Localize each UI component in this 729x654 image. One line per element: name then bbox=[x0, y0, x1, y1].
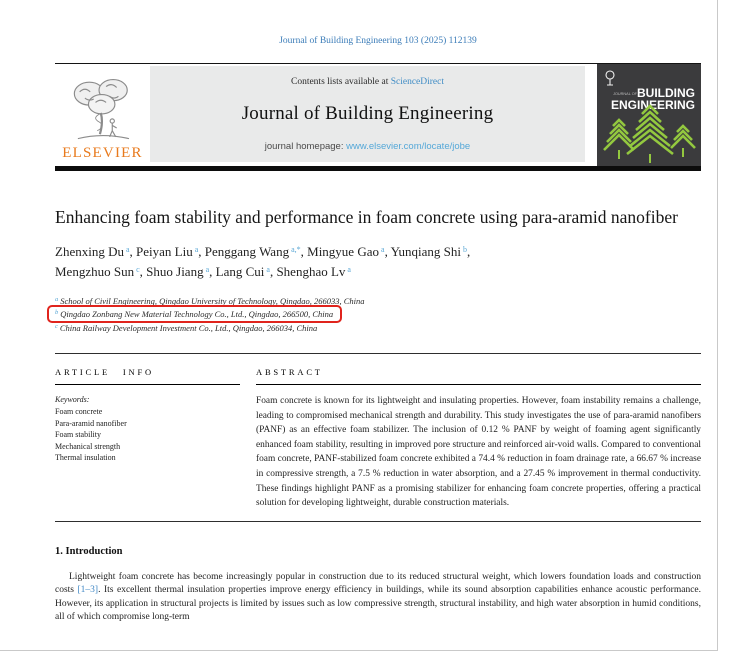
section-divider bbox=[55, 353, 701, 354]
journal-title: Journal of Building Engineering bbox=[241, 103, 494, 124]
author: Zhenxing Du $^a$, bbox=[55, 244, 137, 259]
page-edge-right bbox=[717, 0, 718, 651]
contents-prefix: Contents lists available at bbox=[290, 77, 391, 87]
author-affil-sup: c bbox=[136, 265, 140, 274]
keyword: Thermal insulation bbox=[55, 453, 116, 462]
author-line-1 bbox=[55, 241, 701, 261]
elsevier-tree-icon bbox=[62, 67, 144, 145]
paper-title: Enhancing foam stability and performance in foam concrete using para-aramid nanofiber bbox=[55, 207, 678, 227]
affil-sup: c bbox=[55, 323, 58, 330]
author: Shenghao Lv $^a$ bbox=[276, 264, 351, 279]
reference-link[interactable]: [1–3] bbox=[77, 585, 99, 596]
info-abstract-block bbox=[55, 367, 701, 511]
abstract-heading: ABSTRACT bbox=[256, 367, 323, 377]
affiliation-a: $^a$ School of Civil Engineering, Qingdao University of Technology, Qingdao, 266033, China bbox=[55, 296, 365, 306]
page-edge-bottom bbox=[0, 650, 718, 651]
author-affil-sup: a bbox=[194, 245, 199, 254]
cover-kicker: JOURNAL OF bbox=[613, 92, 637, 96]
journal-cover-thumbnail bbox=[597, 64, 701, 166]
author: Peiyan Liu $^a$, bbox=[136, 244, 205, 259]
homepage-link[interactable]: www.elsevier.com/locate/jobe bbox=[346, 141, 471, 152]
article-info-heading: ARTICLE INFO bbox=[55, 367, 154, 377]
intro-text: . Its excellent thermal insulation properties improve energy efficiency in buildings, while its sound absorption capabilities enhance acoustic performance. However, its application in structural projects is limited by issues such as low compressive strength, structural instability, and high water absorption in humid conditions, all of which compromise long-term bbox=[55, 585, 701, 622]
elsevier-logo bbox=[55, 64, 150, 166]
author-affil-sup: a,* bbox=[291, 245, 301, 254]
abstract-text: Foam concrete is known for its lightweight and insulating properties. However, foam instability remains a challenge, leading to compromised mechanical strength and durability. This study investigates the use of para-aramid nanofibers (PANF) as an effective foam stabilizer. The inclusion of 0.12 % PANF by weight of foaming agent significantly enhanced foam stability, resulting in improved pore structure and reinforced air-void walls. Compared to conventional foam concrete, PANF-stabilized foam concrete exhibited a 74.4 % reduction in foam drainage rate, a 66.67 % increase in compressive strength, a 7.5 % reduction in water absorption, and a 27.45 % improvement in thermal conductivity. These findings highlight PANF as a promising stabilizer for enhancing foam concrete properties, offering a practical solution for developing lightweight, durable construction materials. bbox=[256, 396, 701, 509]
heading-rule bbox=[256, 384, 701, 385]
author-affil-sup: a bbox=[266, 265, 270, 274]
author-affil-sup: a bbox=[381, 245, 385, 254]
header-divider-bar bbox=[55, 166, 701, 171]
author: Lang Cui $^a$, bbox=[215, 264, 277, 279]
affiliation-list bbox=[55, 294, 701, 334]
elsevier-wordmark: ELSEVIER bbox=[62, 145, 143, 161]
cover-title-line2: ENGINEERING bbox=[610, 98, 695, 112]
author-list bbox=[55, 241, 701, 281]
page-content bbox=[55, 0, 701, 624]
homepage-prefix: journal homepage: bbox=[264, 141, 347, 152]
intro-text: Lightweight foam concrete has become increasingly popular in construction due to its reduced structural weight, which lowers foundation loads and construction costs bbox=[55, 571, 701, 596]
abstract-column bbox=[256, 367, 701, 511]
affil-sup: b bbox=[55, 309, 59, 316]
article-info-column bbox=[55, 367, 240, 511]
sciencedirect-link[interactable]: ScienceDirect bbox=[390, 77, 444, 87]
keyword: Para-aramid nanofiber bbox=[55, 418, 127, 428]
author: Mengzhuo Sun $^c$, bbox=[55, 264, 147, 279]
affiliation-c: $^c$ China Railway Development Investment Co., Ltd., Qingdao, 266034, China bbox=[55, 323, 318, 333]
author-affil-sup: b bbox=[463, 245, 468, 254]
author-line-2 bbox=[55, 261, 701, 281]
author: Yunqiang Shi $^b$, bbox=[390, 244, 471, 259]
author-affil-sup: a bbox=[205, 265, 210, 274]
author-affil-sup: a bbox=[347, 265, 351, 274]
author: Penggang Wang $^{a,*}$, bbox=[204, 244, 308, 259]
section-divider bbox=[55, 521, 701, 522]
contents-line bbox=[150, 77, 585, 87]
keyword: Foam concrete bbox=[55, 407, 103, 416]
author: Shuo Jiang $^a$, bbox=[146, 264, 216, 279]
homepage-line bbox=[150, 141, 585, 152]
journal-citation-link[interactable]: Journal of Building Engineering 103 (2025) 112139 bbox=[279, 36, 477, 46]
keyword: Foam stability bbox=[55, 430, 101, 439]
introduction-heading: 1. Introduction bbox=[55, 545, 123, 557]
author: Mingyue Gao $^a$, bbox=[307, 244, 391, 259]
keywords-label: Keywords: bbox=[55, 395, 90, 404]
journal-banner bbox=[150, 66, 585, 162]
cover-title-line1: BUILDING bbox=[637, 86, 695, 100]
keyword: Mechanical strength bbox=[55, 441, 121, 451]
author-affil-sup: a bbox=[125, 245, 130, 254]
affiliation-b-highlight-annotation-box: $^b$ Qingdao Zonbang New Material Technology Co., Ltd., Qingdao, 266500, China bbox=[47, 305, 342, 323]
affil-sup: a bbox=[55, 296, 59, 303]
introduction-paragraph bbox=[55, 571, 701, 625]
heading-rule bbox=[55, 384, 240, 385]
journal-header bbox=[55, 63, 701, 166]
